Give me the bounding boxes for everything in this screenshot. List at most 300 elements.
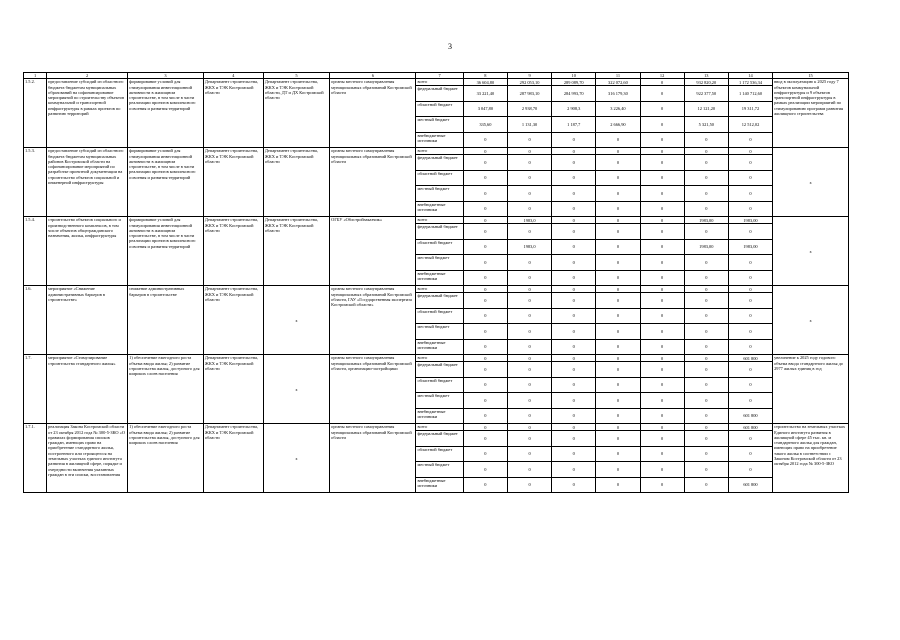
- amount-cell: 0: [684, 170, 728, 186]
- amount-cell: 0: [507, 270, 551, 286]
- amount-cell: 0: [507, 324, 551, 340]
- amount-cell: 0: [684, 446, 728, 462]
- amount-cell: 0: [507, 308, 551, 324]
- amount-cell: 0: [684, 255, 728, 271]
- amount-cell: 0: [596, 255, 640, 271]
- amount-cell: 0: [728, 224, 772, 240]
- col-number: 9: [507, 73, 551, 79]
- activity-number: 1.7.: [24, 355, 47, 424]
- amount-cell: 0: [640, 393, 684, 409]
- amount-cell: 0: [640, 293, 684, 309]
- funding-source: всего: [416, 355, 463, 362]
- col-number: 3: [128, 73, 204, 79]
- amount-cell: 0: [684, 477, 728, 493]
- amount-cell: 0: [507, 377, 551, 393]
- col-number: 14: [728, 73, 772, 79]
- col-number: 2: [47, 73, 128, 79]
- amount-cell: 0: [463, 308, 507, 324]
- co-executor: x: [263, 355, 329, 424]
- amount-cell: 0: [552, 308, 596, 324]
- amount-cell: 0: [640, 201, 684, 217]
- amount-cell: 0: [463, 324, 507, 340]
- amount-cell: 0: [507, 462, 551, 478]
- amount-cell: 0: [640, 224, 684, 240]
- amount-cell: 36 604,80: [463, 79, 507, 86]
- amount-cell: 0: [684, 393, 728, 409]
- activity-number: 1.6.: [24, 286, 47, 355]
- activity-description: реализация Закона Костромской области от 23 октября 2012 года № 300-5-ЗКО «О правилах формирования списков граждан, имеющих право на приобретение стандартного жилья, построенного или строящегося на земельных участках единого института развития в жилищной сфере, порядке и очередности включения указанных граждан в эти списки, восстановления: [47, 424, 128, 493]
- amount-cell: 0: [552, 148, 596, 155]
- amount-cell: 0: [552, 217, 596, 224]
- amount-cell: 0: [640, 101, 684, 117]
- funding-source: внебюджетные источники: [416, 408, 463, 424]
- amount-cell: 0: [640, 377, 684, 393]
- amount-cell: 1983,0: [507, 239, 551, 255]
- amount-cell: 0: [684, 339, 728, 355]
- funding-source: всего: [416, 148, 463, 155]
- funding-source: местный бюджет: [416, 186, 463, 202]
- responsible-executor: Департамент строительства, ЖКХ и ТЭК Костромской области: [203, 217, 263, 286]
- amount-cell: 0: [596, 201, 640, 217]
- amount-cell: 0: [507, 186, 551, 202]
- amount-cell: 0: [596, 293, 640, 309]
- amount-cell: 5 321,50: [684, 117, 728, 133]
- amount-cell: 0: [552, 462, 596, 478]
- amount-cell: 0: [596, 308, 640, 324]
- activity-description: предоставление субсидий из областного бюджета бюджетам муниципальных образований на софинансирование мероприятий по строительству объектов коммунальной и транспортной инфраструктуры в рамках проектов по развитию территорий: [47, 79, 128, 148]
- amount-cell: 0: [684, 293, 728, 309]
- co-executor: Департамент строительства, ЖКХ и ТЭК Костромской области: [263, 217, 329, 286]
- funding-source: федеральный бюджет: [416, 431, 463, 447]
- amount-cell: 0: [463, 424, 507, 431]
- amount-cell: 0: [728, 186, 772, 202]
- amount-cell: 0: [728, 377, 772, 393]
- amount-cell: 0: [507, 170, 551, 186]
- amount-cell: 1 131,30: [507, 117, 551, 133]
- amount-cell: 0: [640, 86, 684, 102]
- col-number: 10: [552, 73, 596, 79]
- amount-cell: 0: [728, 308, 772, 324]
- table-row: [24, 217, 849, 224]
- amount-cell: 0: [728, 324, 772, 340]
- participants: органы местного самоуправления муниципальных образований Костромской области, организации-застройщики: [330, 355, 416, 424]
- amount-cell: 0: [552, 132, 596, 148]
- funding-source: федеральный бюджет: [416, 293, 463, 309]
- amount-cell: 0: [463, 477, 507, 493]
- amount-cell: 0: [463, 132, 507, 148]
- amount-cell: 0: [596, 324, 640, 340]
- amount-cell: 0: [640, 355, 684, 362]
- amount-cell: 0: [684, 355, 728, 362]
- amount-cell: 287 983,10: [507, 86, 551, 102]
- funding-source: областной бюджет: [416, 170, 463, 186]
- amount-cell: 0: [552, 155, 596, 171]
- amount-cell: 1 140 712,60: [728, 86, 772, 102]
- amount-cell: 0: [640, 239, 684, 255]
- funding-source: местный бюджет: [416, 324, 463, 340]
- amount-cell: 0: [552, 477, 596, 493]
- amount-cell: 922 377,50: [684, 86, 728, 102]
- amount-cell: 0: [640, 148, 684, 155]
- amount-cell: 0: [640, 462, 684, 478]
- amount-cell: 0: [684, 431, 728, 447]
- amount-cell: 2 666,90: [596, 117, 640, 133]
- funding-source: всего: [416, 424, 463, 431]
- amount-cell: 0: [552, 255, 596, 271]
- amount-cell: 0: [463, 408, 507, 424]
- co-executor: Департамент строительства, ЖКХ и ТЭК Костромской области, ДТ и ДХ Костромской области: [263, 79, 329, 148]
- amount-cell: 1 187,7: [552, 117, 596, 133]
- amount-cell: 0: [596, 132, 640, 148]
- amount-cell: 0: [507, 155, 551, 171]
- amount-cell: 0: [596, 408, 640, 424]
- amount-cell: 0: [463, 286, 507, 293]
- activity-number: 1.5.3.: [24, 148, 47, 217]
- funding-source: федеральный бюджет: [416, 362, 463, 378]
- amount-cell: 0: [507, 355, 551, 362]
- amount-cell: 0: [728, 132, 772, 148]
- funding-source: областной бюджет: [416, 377, 463, 393]
- participants: органы местного самоуправления муниципальных образований Костромской области: [330, 424, 416, 493]
- amount-cell: 0: [596, 362, 640, 378]
- funding-source: местный бюджет: [416, 462, 463, 478]
- amount-cell: 0: [728, 293, 772, 309]
- amount-cell: 0: [596, 462, 640, 478]
- funding-source: местный бюджет: [416, 117, 463, 133]
- amount-cell: 1 172 536,34: [728, 79, 772, 86]
- funding-source: всего: [416, 217, 463, 224]
- amount-cell: 0: [640, 446, 684, 462]
- activity-goal: формирование условий для стимулирования инвестиционной активности в жилищном строительстве, в том числе в части реализации проектов комплексного освоения и развития территорий: [128, 217, 204, 286]
- funding-source: федеральный бюджет: [416, 86, 463, 102]
- amount-cell: 0: [596, 170, 640, 186]
- amount-cell: 0: [684, 324, 728, 340]
- amount-cell: 0: [596, 377, 640, 393]
- amount-cell: 0: [507, 339, 551, 355]
- amount-cell: 0: [552, 355, 596, 362]
- amount-cell: 0: [684, 286, 728, 293]
- amount-cell: 3 226,40: [596, 101, 640, 117]
- amount-cell: 0: [596, 270, 640, 286]
- amount-cell: 0: [640, 270, 684, 286]
- amount-cell: 0: [507, 424, 551, 431]
- amount-cell: 0: [640, 308, 684, 324]
- amount-cell: 0: [463, 377, 507, 393]
- amount-cell: 0: [684, 148, 728, 155]
- funding-source: областной бюджет: [416, 446, 463, 462]
- amount-cell: 0: [684, 132, 728, 148]
- amount-cell: 0: [507, 201, 551, 217]
- amount-cell: 0: [463, 148, 507, 155]
- amount-cell: 284 993,70: [552, 86, 596, 102]
- amount-cell: 0: [552, 324, 596, 340]
- amount-cell: 0: [552, 393, 596, 409]
- col-number: 8: [463, 73, 507, 79]
- amount-cell: 0: [640, 431, 684, 447]
- amount-cell: 1983,00: [684, 239, 728, 255]
- activity-description: строительство объектов социального и производственного комплексов, в том числе объектов общегражданского назначения, жилья, инфраструктуры: [47, 217, 128, 286]
- amount-cell: 0: [684, 408, 728, 424]
- table-row: [24, 148, 849, 155]
- col-number: 1: [24, 73, 47, 79]
- col-number: 4: [203, 73, 263, 79]
- funding-source: внебюджетные источники: [416, 339, 463, 355]
- amount-cell: 292 053,10: [507, 79, 551, 86]
- amount-cell: 0: [507, 132, 551, 148]
- amount-cell: 0: [728, 201, 772, 217]
- amount-cell: 0: [463, 224, 507, 240]
- responsible-executor: Департамент строительства, ЖКХ и ТЭК Костромской области: [203, 424, 263, 493]
- amount-cell: 0: [640, 286, 684, 293]
- amount-cell: 0: [640, 324, 684, 340]
- amount-cell: 0: [728, 270, 772, 286]
- amount-cell: 0: [596, 224, 640, 240]
- col-number: 11: [596, 73, 640, 79]
- activity-goal: формирование условий для стимулирования инвестиционной активности в жилищном строительстве, в том числе в части реализации проектов комплексного освоения и развития территорий: [128, 79, 204, 148]
- amount-cell: 0: [728, 362, 772, 378]
- amount-cell: 0: [596, 477, 640, 493]
- funding-source: местный бюджет: [416, 255, 463, 271]
- responsible-executor: Департамент строительства, ЖКХ и ТЭК Костромской области: [203, 148, 263, 217]
- funding-source: областной бюджет: [416, 239, 463, 255]
- amount-cell: 0: [463, 446, 507, 462]
- amount-cell: 0: [552, 239, 596, 255]
- funding-source: внебюджетные источники: [416, 201, 463, 217]
- amount-cell: 0: [640, 339, 684, 355]
- amount-cell: 0: [640, 117, 684, 133]
- amount-cell: 0: [463, 186, 507, 202]
- funding-source: местный бюджет: [416, 393, 463, 409]
- amount-cell: 0: [552, 377, 596, 393]
- amount-cell: 0: [640, 255, 684, 271]
- amount-cell: 0: [728, 170, 772, 186]
- amount-cell: 0: [640, 186, 684, 202]
- amount-cell: 932 820,20: [684, 79, 728, 86]
- amount-cell: 0: [463, 339, 507, 355]
- amount-cell: 0: [596, 186, 640, 202]
- amount-cell: 0: [728, 431, 772, 447]
- funding-source: всего: [416, 79, 463, 86]
- responsible-executor: Департамент строительства, ЖКХ и ТЭК Костромской области: [203, 79, 263, 148]
- activity-description: мероприятие «Снижение административных барьеров в строительстве»: [47, 286, 128, 355]
- amount-cell: 0: [507, 362, 551, 378]
- col-number: 5: [263, 73, 329, 79]
- amount-cell: 0: [552, 186, 596, 202]
- amount-cell: 322 072,60: [596, 79, 640, 86]
- amount-cell: 0: [596, 393, 640, 409]
- amount-cell: 2 938,70: [507, 101, 551, 117]
- amount-cell: 0: [728, 155, 772, 171]
- funding-source: федеральный бюджет: [416, 224, 463, 240]
- activity-number: 1.5.4.: [24, 217, 47, 286]
- amount-cell: 0: [596, 148, 640, 155]
- amount-cell: 0: [507, 408, 551, 424]
- amount-cell: 0: [463, 217, 507, 224]
- funding-source: внебюджетные источники: [416, 270, 463, 286]
- table-row: [24, 424, 849, 431]
- amount-cell: 0: [596, 239, 640, 255]
- amount-cell: 0: [552, 286, 596, 293]
- funding-source: внебюджетные источники: [416, 132, 463, 148]
- amount-cell: 0: [463, 201, 507, 217]
- participants: ОГБУ «Облстройзаказчик»: [330, 217, 416, 286]
- amount-cell: 0: [552, 431, 596, 447]
- co-executor: x: [263, 286, 329, 355]
- amount-cell: 0: [552, 446, 596, 462]
- amount-cell: 0: [684, 186, 728, 202]
- amount-cell: 1983,00: [728, 217, 772, 224]
- amount-cell: 12 121,20: [684, 101, 728, 117]
- funding-source: областной бюджет: [416, 101, 463, 117]
- participants: органы местного самоуправления муниципальных образований Костромской области: [330, 79, 416, 148]
- amount-cell: 0: [463, 393, 507, 409]
- amount-cell: 12 512,02: [728, 117, 772, 133]
- table-row: [24, 355, 849, 362]
- activity-goal: 1) обеспечение ежегодного роста объема ввода жилья; 2) развитие строительства жилья, доступного для широких слоев населения: [128, 355, 204, 424]
- amount-cell: 0: [596, 286, 640, 293]
- funding-source: федеральный бюджет: [416, 155, 463, 171]
- amount-cell: 0: [463, 170, 507, 186]
- amount-cell: 601 800: [728, 477, 772, 493]
- amount-cell: 0: [463, 255, 507, 271]
- amount-cell: 0: [463, 293, 507, 309]
- amount-cell: 601 800: [728, 355, 772, 362]
- amount-cell: 0: [640, 477, 684, 493]
- amount-cell: 0: [684, 224, 728, 240]
- amount-cell: 0: [552, 201, 596, 217]
- amount-cell: 0: [552, 408, 596, 424]
- amount-cell: 0: [507, 477, 551, 493]
- funding-source: всего: [416, 286, 463, 293]
- amount-cell: 0: [552, 293, 596, 309]
- amount-cell: 1983,00: [684, 217, 728, 224]
- amount-cell: 0: [684, 308, 728, 324]
- funding-source: областной бюджет: [416, 308, 463, 324]
- amount-cell: 33 221,40: [463, 86, 507, 102]
- amount-cell: 0: [640, 132, 684, 148]
- amount-cell: 0: [640, 79, 684, 86]
- amount-cell: 0: [463, 462, 507, 478]
- amount-cell: 19 311,72: [728, 101, 772, 117]
- amount-cell: 0: [728, 286, 772, 293]
- page-number: 3: [448, 42, 452, 51]
- amount-cell: 601 800: [728, 424, 772, 431]
- participants: органы местного самоуправления муниципальных образований Костромской области: [330, 148, 416, 217]
- amount-cell: 0: [640, 408, 684, 424]
- expected-result: x: [773, 217, 849, 286]
- col-number: 13: [684, 73, 728, 79]
- table-row: [24, 79, 849, 86]
- amount-cell: 0: [552, 362, 596, 378]
- responsible-executor: Департамент строительства, ЖКХ и ТЭК Костромской области: [203, 355, 263, 424]
- amount-cell: 0: [507, 393, 551, 409]
- amount-cell: 335,60: [463, 117, 507, 133]
- activity-number: 1.7.1.: [24, 424, 47, 493]
- amount-cell: 0: [596, 424, 640, 431]
- amount-cell: 1983,00: [728, 239, 772, 255]
- co-executor: x: [263, 424, 329, 493]
- activity-goal: снижение административных барьеров в строительстве: [128, 286, 204, 355]
- activity-description: предоставление субсидий из областного бюджета бюджетам муниципальных районов Костромской области на софинансирование мероприятий по разработке проектной документации на строительство объектов социальной и инженерной инфраструктуры: [47, 148, 128, 217]
- expected-result: x: [773, 148, 849, 217]
- expected-result: увеличение к 2025 году годового объема ввода стандартного жилья до 2977 жилых единиц в год: [773, 355, 849, 424]
- amount-cell: 0: [463, 362, 507, 378]
- amount-cell: 0: [684, 270, 728, 286]
- amount-cell: 316 179,30: [596, 86, 640, 102]
- amount-cell: 0: [507, 148, 551, 155]
- amount-cell: 0: [552, 424, 596, 431]
- amount-cell: 0: [640, 362, 684, 378]
- responsible-executor: Департамент строительства, ЖКХ и ТЭК Костромской области: [203, 286, 263, 355]
- amount-cell: 0: [552, 270, 596, 286]
- program-activities-table: [23, 72, 849, 493]
- participants: органы местного самоуправления муниципальных образований Костромской области, ГАУ «Государственная экспертиза Костромской области»: [330, 286, 416, 355]
- amount-cell: 0: [640, 170, 684, 186]
- col-number: 12: [640, 73, 684, 79]
- amount-cell: 0: [463, 355, 507, 362]
- amount-cell: 0: [463, 431, 507, 447]
- amount-cell: 0: [507, 255, 551, 271]
- col-number: 6: [330, 73, 416, 79]
- amount-cell: 1983,0: [507, 217, 551, 224]
- amount-cell: 0: [596, 339, 640, 355]
- amount-cell: 0: [684, 462, 728, 478]
- amount-cell: 0: [684, 155, 728, 171]
- expected-result: x: [773, 286, 849, 355]
- activity-goal: формирование условий для стимулирования инвестиционной активности в жилищном строительстве, в том числе в части реализации проектов комплексного освоения и развития территорий: [128, 148, 204, 217]
- amount-cell: 0: [463, 239, 507, 255]
- amount-cell: 3 047,80: [463, 101, 507, 117]
- activity-goal: 1) обеспечение ежегодного роста объема ввода жилья; 2) развитие строительства жилья, доступного для широких слоев населения: [128, 424, 204, 493]
- amount-cell: 0: [596, 446, 640, 462]
- amount-cell: 0: [728, 148, 772, 155]
- amount-cell: 0: [463, 155, 507, 171]
- amount-cell: 0: [728, 393, 772, 409]
- amount-cell: 0: [507, 224, 551, 240]
- amount-cell: 0: [728, 462, 772, 478]
- funding-source: внебюджетные источники: [416, 477, 463, 493]
- amount-cell: 0: [552, 224, 596, 240]
- expected-result: строительство на земельных участках Единого института развития в жилищной сфере 45 тыс. кв. м стандартного жилья для граждан, имеющих право на приобретение такого жилья в соответствии с Законом Костромской области от 23 октября 2012 года № 300-5-ЗКО: [773, 424, 849, 493]
- amount-cell: 0: [684, 424, 728, 431]
- amount-cell: 0: [507, 446, 551, 462]
- table-row: [24, 286, 849, 293]
- amount-cell: 0: [596, 431, 640, 447]
- amount-cell: 0: [463, 270, 507, 286]
- amount-cell: 0: [640, 217, 684, 224]
- amount-cell: 0: [596, 217, 640, 224]
- amount-cell: 0: [507, 431, 551, 447]
- amount-cell: 0: [640, 155, 684, 171]
- amount-cell: 601 800: [728, 408, 772, 424]
- co-executor: Департамент строительства, ЖКХ и ТЭК Костромской области: [263, 148, 329, 217]
- amount-cell: 0: [507, 286, 551, 293]
- amount-cell: 2 908,3: [552, 101, 596, 117]
- activity-description: мероприятие «Стимулирование строительства стандартного жилья»: [47, 355, 128, 424]
- amount-cell: 0: [684, 377, 728, 393]
- amount-cell: 0: [684, 201, 728, 217]
- amount-cell: 0: [596, 155, 640, 171]
- amount-cell: 0: [552, 339, 596, 355]
- amount-cell: 0: [728, 339, 772, 355]
- amount-cell: 0: [684, 362, 728, 378]
- amount-cell: 0: [640, 424, 684, 431]
- expected-result: ввод в эксплуатацию к 2025 году 7 объектов коммунальной инфраструктуры и 9 объектов транспортной инфраструктуры в рамках реализации мероприятий по стимулированию программ развития жилищного строительства: [773, 79, 849, 148]
- amount-cell: 0: [728, 255, 772, 271]
- col-number: 15: [773, 73, 849, 79]
- activity-number: 1.5.2.: [24, 79, 47, 148]
- amount-cell: 0: [728, 446, 772, 462]
